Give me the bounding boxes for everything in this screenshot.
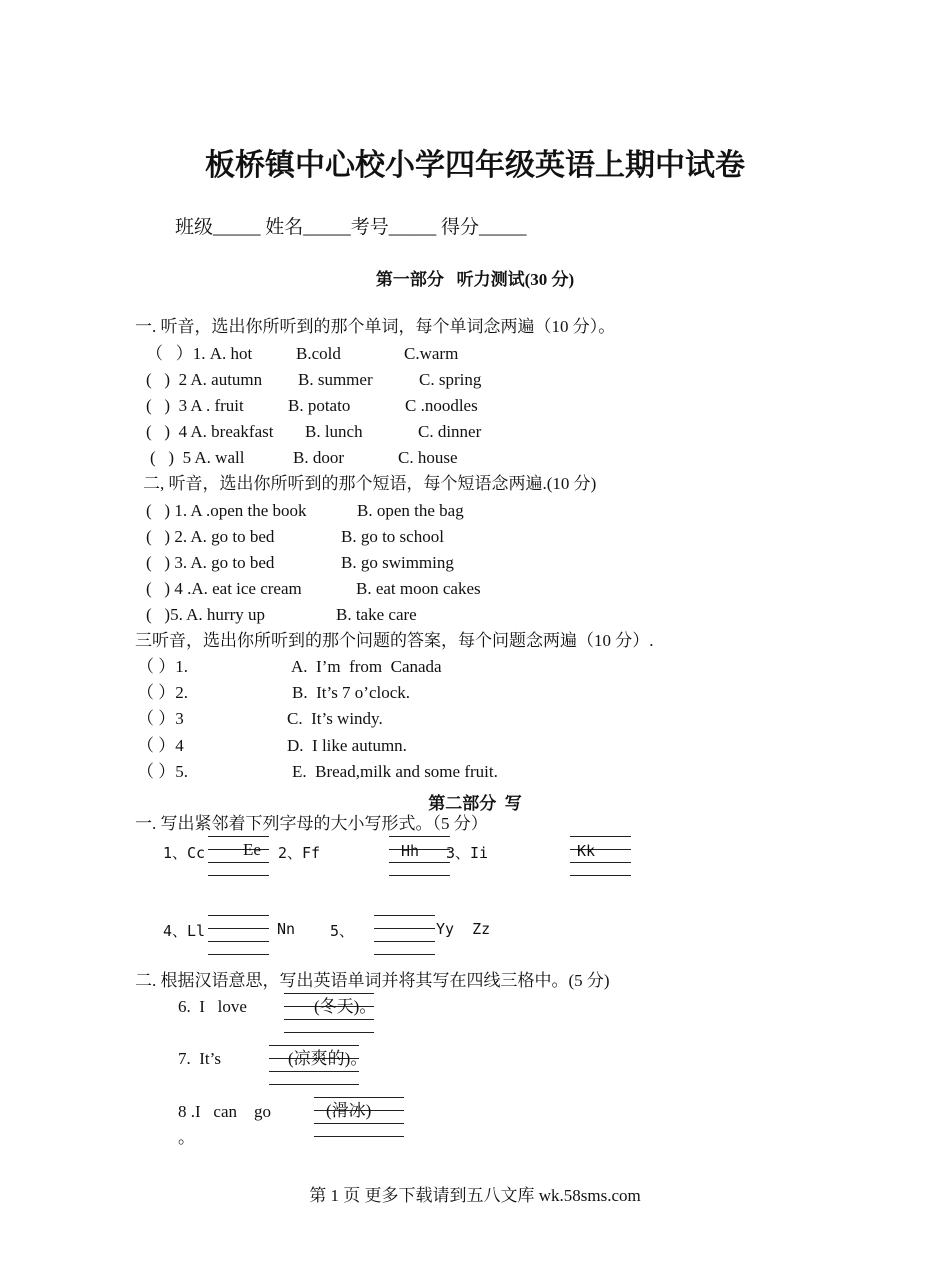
letter-pair: 2、Ff <box>278 844 321 862</box>
writing-line <box>314 1123 404 1124</box>
exam-title: 板桥镇中心校小学四年级英语上期中试卷 <box>205 148 745 183</box>
option-b: B. door <box>293 448 344 467</box>
option-c: C.warm <box>404 344 459 363</box>
writing-line <box>284 1032 374 1033</box>
letter-pair: Ee <box>243 840 261 859</box>
option-b: B. lunch <box>305 422 363 441</box>
writing-line <box>208 941 269 942</box>
option-c: C. dinner <box>418 422 482 441</box>
answer-option: D. I like autumn. <box>287 736 407 755</box>
phrase-option-a: ( ) 4 .A. eat ice cream <box>146 579 302 598</box>
writing-line <box>374 928 435 929</box>
writing-line <box>314 1097 404 1098</box>
page-footer: 第 1 页 更多下载请到五八文库 wk.58sms.com <box>309 1186 641 1205</box>
writing-line <box>269 1045 359 1046</box>
option-b: B.cold <box>296 344 341 363</box>
question-stem: （ ）1. A. hot <box>146 344 253 363</box>
writing-line <box>269 1084 359 1085</box>
writing-line <box>374 941 435 942</box>
question-stem: ( ) 4 A. breakfast <box>146 422 274 441</box>
phrase-option-b: B. go swimming <box>341 553 454 572</box>
option-c: C. spring <box>419 370 482 389</box>
question-number: （ ）5. <box>137 762 188 781</box>
question-number: （ ）3 <box>137 709 184 728</box>
writing-line <box>208 928 269 929</box>
chinese-hint: (冬天)。 <box>314 997 377 1016</box>
sentence-text: 8 .I can go <box>178 1102 272 1121</box>
phrase-option-a: ( ) 1. A .open the book <box>146 501 307 520</box>
writing-line <box>389 875 450 876</box>
letter-pair: Nn <box>277 920 296 938</box>
question-stem: ( ) 3 A . fruit <box>146 396 244 415</box>
letter-pair: 1、Cc <box>163 844 206 862</box>
answer-option: C. It’s windy. <box>287 709 383 728</box>
part1-sec1-instruction: 一. 听音，选出你所听到的那个单词，每个单词念两遍（10 分）。 <box>135 317 616 336</box>
writing-line <box>374 915 435 916</box>
question-number: （ ）1. <box>137 657 188 676</box>
phrase-option-b: B. open the bag <box>357 501 464 520</box>
writing-line <box>389 836 450 837</box>
writing-line <box>208 875 269 876</box>
writing-line <box>314 1136 404 1137</box>
writing-line <box>208 862 269 863</box>
question-number: （ ）4 <box>137 736 184 755</box>
phrase-option-a: ( ) 2. A. go to bed <box>146 527 275 546</box>
part1-sec2-instruction: 二, 听音，选出你所听到的那个短语，每个短语念两遍.(10 分) <box>143 474 597 493</box>
part1-sec3-instruction: 三听音，选出你所听到的那个问题的答案，每个问题念两遍（10 分）. <box>135 631 654 650</box>
writing-line <box>284 993 374 994</box>
option-c: C. house <box>398 448 458 467</box>
letter-pair: 5、 <box>330 922 355 940</box>
sentence-tail: 。 <box>178 1128 195 1147</box>
writing-line <box>208 836 269 837</box>
letter-pair: 3、Ii <box>446 844 489 862</box>
writing-line <box>389 862 450 863</box>
option-c: C .noodles <box>405 396 478 415</box>
part2-sec2-instruction: 二. 根据汉语意思，写出英语单词并将其写在四线三格中。(5 分) <box>135 971 610 990</box>
letter-pair: Hh <box>401 842 420 860</box>
option-b: B. summer <box>298 370 373 389</box>
question-number: （ ）2. <box>137 683 188 702</box>
writing-line <box>208 954 269 955</box>
chinese-hint: (滑冰) <box>326 1101 372 1120</box>
answer-option: A. I’m from Canada <box>291 657 442 676</box>
phrase-option-b: B. eat moon cakes <box>356 579 481 598</box>
phrase-option-a: ( )5. A. hurry up <box>146 605 265 624</box>
option-b: B. potato <box>288 396 351 415</box>
part1-heading: 第一部分 听力测试(30 分) <box>375 270 575 289</box>
sentence-text: 6. I love <box>178 997 247 1016</box>
sentence-text: 7. It’s <box>178 1049 221 1068</box>
answer-option: E. Bread,milk and some fruit. <box>292 762 498 781</box>
writing-line <box>208 915 269 916</box>
writing-line <box>570 875 631 876</box>
writing-line <box>389 849 450 850</box>
phrase-option-a: ( ) 3. A. go to bed <box>146 553 275 572</box>
part2-heading: 第二部分 写 <box>428 794 522 813</box>
writing-line <box>284 1019 374 1020</box>
question-stem: ( ) 5 A. wall <box>150 448 245 467</box>
question-stem: ( ) 2 A. autumn <box>146 370 263 389</box>
letter-pair: Yy Zz <box>436 920 491 938</box>
phrase-option-b: B. take care <box>336 605 417 624</box>
writing-line <box>570 836 631 837</box>
writing-line <box>374 954 435 955</box>
letter-pair: Kk <box>577 842 596 860</box>
writing-line <box>269 1071 359 1072</box>
letter-pair: 4、Ll <box>163 922 206 940</box>
chinese-hint: (凉爽的)。 <box>288 1049 368 1068</box>
part2-sec1-instruction: 一. 写出紧邻着下列字母的大小写形式。（5 分） <box>135 814 488 833</box>
writing-line <box>570 862 631 863</box>
phrase-option-b: B. go to school <box>341 527 444 546</box>
answer-option: B. It’s 7 o’clock. <box>292 683 411 702</box>
student-info-line: 班级_____ 姓名_____考号_____ 得分_____ <box>175 217 527 238</box>
